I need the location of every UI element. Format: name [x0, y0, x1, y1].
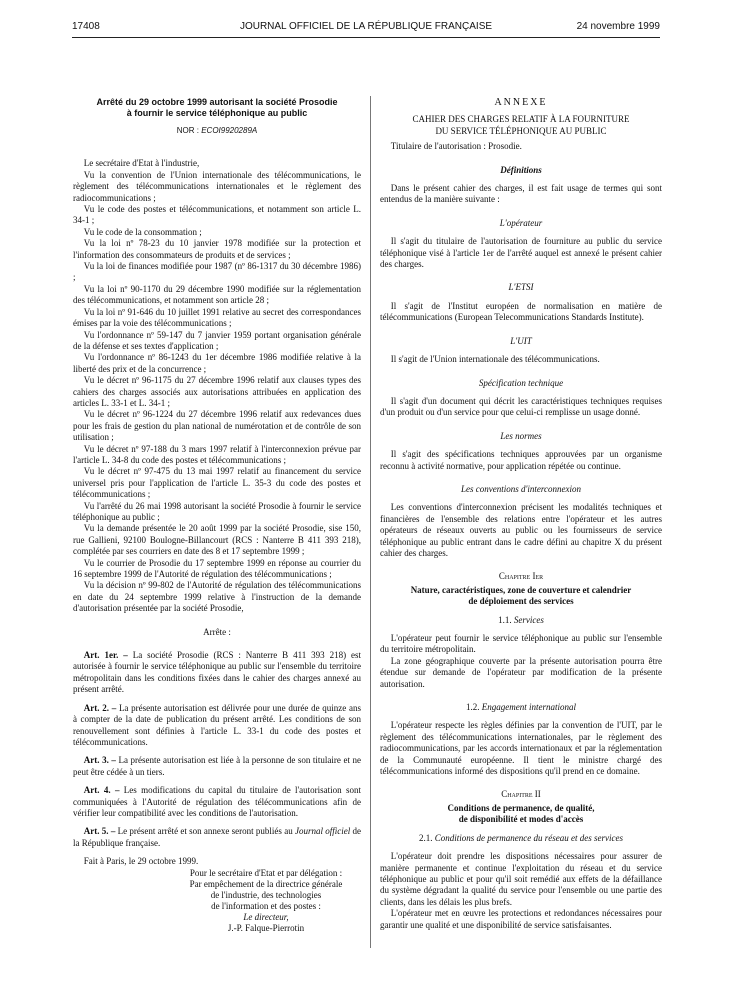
- section-2-1-number: 2.1.: [419, 832, 433, 843]
- definitions-intro: Dans le présent cahier des charges, il est fait usage de termes qui sont entendus de la manière suivante :: [380, 183, 662, 205]
- visa-paragraph: Vu l'ordonnance nº 59-147 du 7 janvier 1959 portant organisation générale de la défense et ses textes d'application ;: [73, 329, 361, 351]
- visa-paragraph: Vu le décret nº 96-1224 du 27 décembre 1996 relatif aux redevances dues pour les frais de gestion du plan national de numérotation et de contrôle de son utilisation ;: [73, 409, 361, 443]
- section-1-1-heading: [380, 615, 662, 626]
- chapter-1-title-line1: Nature, caractéristiques, zone de couverture et calendrier: [410, 584, 632, 595]
- visa-paragraph: Vu le code des postes et télécommunications, et notamment son article L. 34-1 ;: [73, 204, 361, 226]
- article-1: [73, 650, 361, 696]
- section-2-1-title: Conditions de permanence du réseau et des services: [434, 832, 623, 843]
- decree-title-line1: Arrêté du 29 octobre 1999 autorisant la société Prosodie: [96, 97, 338, 107]
- signature-line: de l'industrie, des technologies: [210, 889, 322, 900]
- definition-conventions: Les conventions d'interconnexion précisent les modalités techniques et financières de l'ensemble des relations entre l'opérateur et les autres opérateurs de réseaux ouverts au public ou les fournisseurs de service téléphonique au public entrant dans le cadre défini au chapitre X du présent cahier des charges.: [380, 502, 662, 558]
- visa-paragraph: Vu la loi de finances modifiée pour 1987 (nº 86-1317 du 30 décembre 1986) ;: [73, 261, 361, 283]
- signature-line: Pour le secrétaire d'Etat et par délégation :: [189, 867, 343, 878]
- cahier-title-line1: CAHIER DES CHARGES RELATIF À LA FOURNITURE: [412, 114, 630, 125]
- article-5: [73, 826, 361, 849]
- visa-paragraph: Vu la décision nº 99-802 de l'Autorité de régulation des télécommunications en date du 24 septembre 1999 relative à l'instruction de la demande d'autorisation présentée par la société Prosodie,: [73, 580, 361, 614]
- article-5-label: Art. 5. –: [83, 826, 116, 837]
- definition-uit: Il s'agit de l'Union internationale des télécommunications.: [390, 354, 600, 365]
- chapter-1-title-line2: de déploiement des services: [468, 596, 574, 607]
- section-2-1-paragraph: L'opérateur met en œuvre les protections et redondances nécessaires pour garantir une qualité et une disponibilité de service satisfaisantes.: [380, 908, 662, 930]
- signatory-name: J.-P. Falque-Pierrotin: [227, 922, 305, 933]
- visa-paragraph: Vu le courrier de Prosodie du 17 septembre 1999 en réponse au courrier du 16 septembre 1999 de l'Autorité de régulation des télécommunications ;: [73, 557, 361, 580]
- signatory-title: Le directeur,: [243, 911, 289, 922]
- annexe-heading: ANNEXE: [494, 97, 548, 108]
- section-1-2-heading: [380, 702, 662, 713]
- article-3-label: Art. 3. –: [83, 755, 116, 766]
- term-specification: Spécification technique: [478, 377, 564, 388]
- visa-paragraph: Vu la convention de l'Union internationale des télécommunications, le règlement des télécommunications internationales et le règlement des radiocommunications ;: [73, 169, 361, 203]
- left-column: [73, 97, 361, 934]
- issue-date: 24 novembre 1999: [576, 21, 660, 32]
- section-1-2-paragraph: L'opérateur respecte les règles définies par la convention de l'UIT, par le règlement des télécommunications internationales, par le règlement des radiocommunications, par les accords internationaux et par la réglementation de la Communauté européenne. Il tient le ministre chargé des télécommunications informé des dispositions qu'il prend en ce domaine.: [380, 720, 662, 777]
- visa-paragraph: Vu le décret nº 96-1175 du 27 décembre 1996 relatif aux clauses types des cahiers des charges associés aux autorisations attribuées en application des articles L. 33-1 et L. 34-1 ;: [73, 375, 361, 408]
- article-1-label: Art. 1er. –: [83, 650, 128, 661]
- definition-etsi: Il s'agit de l'Institut européen de normalisation en matière de télécommunications (European Telecommunications Standards Institute).: [380, 300, 662, 323]
- term-etsi: L'ETSI: [508, 282, 534, 293]
- visa-paragraph: Vu la demande présentée le 20 août 1999 par la société Prosodie, sise 150, rue Gallieni, 92100 Boulogne-Billancourt (RCS : Nanterre B 411 393 218), complétée par ses courriers en date des 8 et 17 septembre 1999 ;: [73, 523, 361, 557]
- nor-reference: [73, 125, 361, 136]
- visa-paragraph: Vu l'arrêté du 26 mai 1998 autorisant la société Prosodie à fournir le service téléphonique au public ;: [73, 500, 361, 522]
- preamble-author: Le secrétaire d'Etat à l'industrie,: [83, 158, 200, 169]
- article-2-label: Art. 2. –: [83, 702, 117, 713]
- section-1-1-paragraph: L'opérateur peut fournir le service téléphonique au public sur l'ensemble du territoire métropolitain.: [380, 633, 662, 655]
- article-3: [73, 755, 361, 778]
- definition-operateur: Il s'agit du titulaire de l'autorisation de fourniture au public du service téléphonique visé à l'article 1er de l'arrêté auquel est annexé le présent cahier des charges.: [380, 236, 662, 270]
- definitions-heading: Définitions: [500, 164, 542, 175]
- chapter-2-title-line2: de disponibilité et modes d'accès: [458, 814, 584, 825]
- decree-title-line2: à fournir le service téléphonique au public: [126, 108, 308, 118]
- article-5-text-post: de la République française.: [73, 826, 362, 848]
- article-4-label: Art. 4. –: [83, 785, 120, 796]
- column-divider: [370, 96, 371, 948]
- term-operateur: L'opérateur: [499, 217, 543, 228]
- visa-paragraph: Vu la loi nº 90-1170 du 29 décembre 1990 modifiée sur la réglementation des télécommunications, et notamment son article 28 ;: [73, 283, 361, 306]
- term-conventions: Les conventions d'interconnexion: [460, 483, 582, 494]
- article-2: [73, 703, 361, 749]
- chapter-2-title-line1: Conditions de permanence, de qualité,: [447, 802, 595, 813]
- right-column: [380, 97, 662, 931]
- article-4: [73, 785, 361, 819]
- section-1-2-number: 1.2.: [466, 702, 480, 713]
- page-number: 17408: [72, 21, 100, 32]
- chapter-2-heading: Chapitre II: [501, 789, 541, 800]
- term-normes: Les normes: [500, 430, 542, 441]
- signature-date: Fait à Paris, le 29 octobre 1999.: [83, 856, 199, 867]
- article-1-text: La société Prosodie (RCS : Nanterre B 411 393 218) est autorisée à fournir le service téléphonique au public sur l'ensemble du territoire métropolitain dans les conditions fixées dans le cahier des charges annexé au présent arrêté.: [73, 650, 362, 695]
- article-2-text: La présente autorisation est délivrée pour une durée de quinze ans à compter de la date de publication du présent arrêté. Les conditions de son renouvellement sont définies à l'article L. 33-1 du code des postes et télécommunications.: [73, 702, 361, 747]
- definition-specification: Il s'agit d'un document qui décrit les caractéristiques techniques requises d'un produit ou d'un service pour que celui-ci remplisse un usage donné.: [380, 395, 662, 418]
- chapter-1-heading: Chapitre Ier: [498, 571, 544, 582]
- section-2-1-paragraph: L'opérateur doit prendre les dispositions nécessaires pour assurer de manière permanente et continue l'exploitation du réseau et du service téléphonique au public et pour qu'il soit remédié aux effets de la défaillance du système dégradant la qualité du service pour l'ensemble ou une partie des clients, dans les délais les plus brefs.: [380, 851, 662, 907]
- page-header: [72, 21, 660, 35]
- section-1-1-paragraph: La zone géographique couverte par la présente autorisation pourra être étendue sur demande de l'opérateur par modification de la présente autorisation.: [380, 655, 662, 689]
- term-uit: L'UIT: [510, 335, 532, 346]
- article-4-text: Les modifications du capital du titulaire de l'autorisation sont communiquées à l'Autorité de régulation des télécommunications afin de vérifier leur compatibilité avec les conditions de l'autorisation.: [73, 785, 362, 818]
- visa-paragraph: Vu la loi nº 78-23 du 10 janvier 1978 modifiée sur la protection et l'information des consommateurs de produits et de services ;: [73, 238, 361, 260]
- visa-paragraph: Vu le décret nº 97-188 du 3 mars 1997 relatif à l'interconnexion prévue par l'article L. 34-8 du code des postes et télécommunications ;: [73, 443, 361, 465]
- header-rule: [72, 37, 660, 38]
- signature-block: [73, 868, 361, 934]
- article-3-text: La présente autorisation est liée à la personne de son titulaire et ne peut être cédée à un tiers.: [73, 755, 362, 777]
- titulaire-line: Titulaire de l'autorisation : Prosodie.: [390, 141, 522, 152]
- visa-paragraph: Vu le code de la consommation ;: [83, 226, 202, 237]
- visa-paragraph: Vu la loi nº 91-646 du 10 juillet 1991 relative au secret des correspondances émises par la voie des télécommunications ;: [73, 306, 361, 329]
- cahier-title-line2: DU SERVICE TÉLÉPHONIQUE AU PUBLIC: [435, 125, 607, 136]
- section-1-2-title: Engagement international: [481, 702, 576, 713]
- signature-line: Par empêchement de la directrice générale: [189, 878, 343, 889]
- definition-normes: Il s'agit des spécifications techniques approuvées par un organisme reconnu à activité normative, pour application répétée ou continue.: [380, 449, 662, 471]
- nor-label: NOR :: [176, 126, 199, 135]
- visa-paragraph: Vu l'ordonnance nº 86-1243 du 1er décembre 1986 modifiée relative à la liberté des prix et de la concurrence ;: [73, 352, 361, 374]
- article-5-text-pre: Le présent arrêté et son annexe seront publiés au: [117, 826, 293, 837]
- arrete-heading: Arrête :: [203, 626, 231, 637]
- signature-line: de l'information et des postes :: [211, 900, 321, 911]
- nor-code: ECOI9920289A: [201, 126, 258, 135]
- section-1-1-title: Services: [513, 614, 544, 625]
- section-2-1-heading: [380, 833, 662, 844]
- journal-officiel-title: Journal officiel: [294, 826, 351, 837]
- section-1-1-number: 1.1.: [498, 614, 512, 625]
- journal-title: JOURNAL OFFICIEL DE LA RÉPUBLIQUE FRANÇAISE: [239, 21, 493, 32]
- visa-paragraph: Vu le décret nº 97-475 du 13 mai 1997 relatif au financement du service universel pris pour l'application de l'article L. 35-3 du code des postes et télécommunications ;: [73, 466, 361, 500]
